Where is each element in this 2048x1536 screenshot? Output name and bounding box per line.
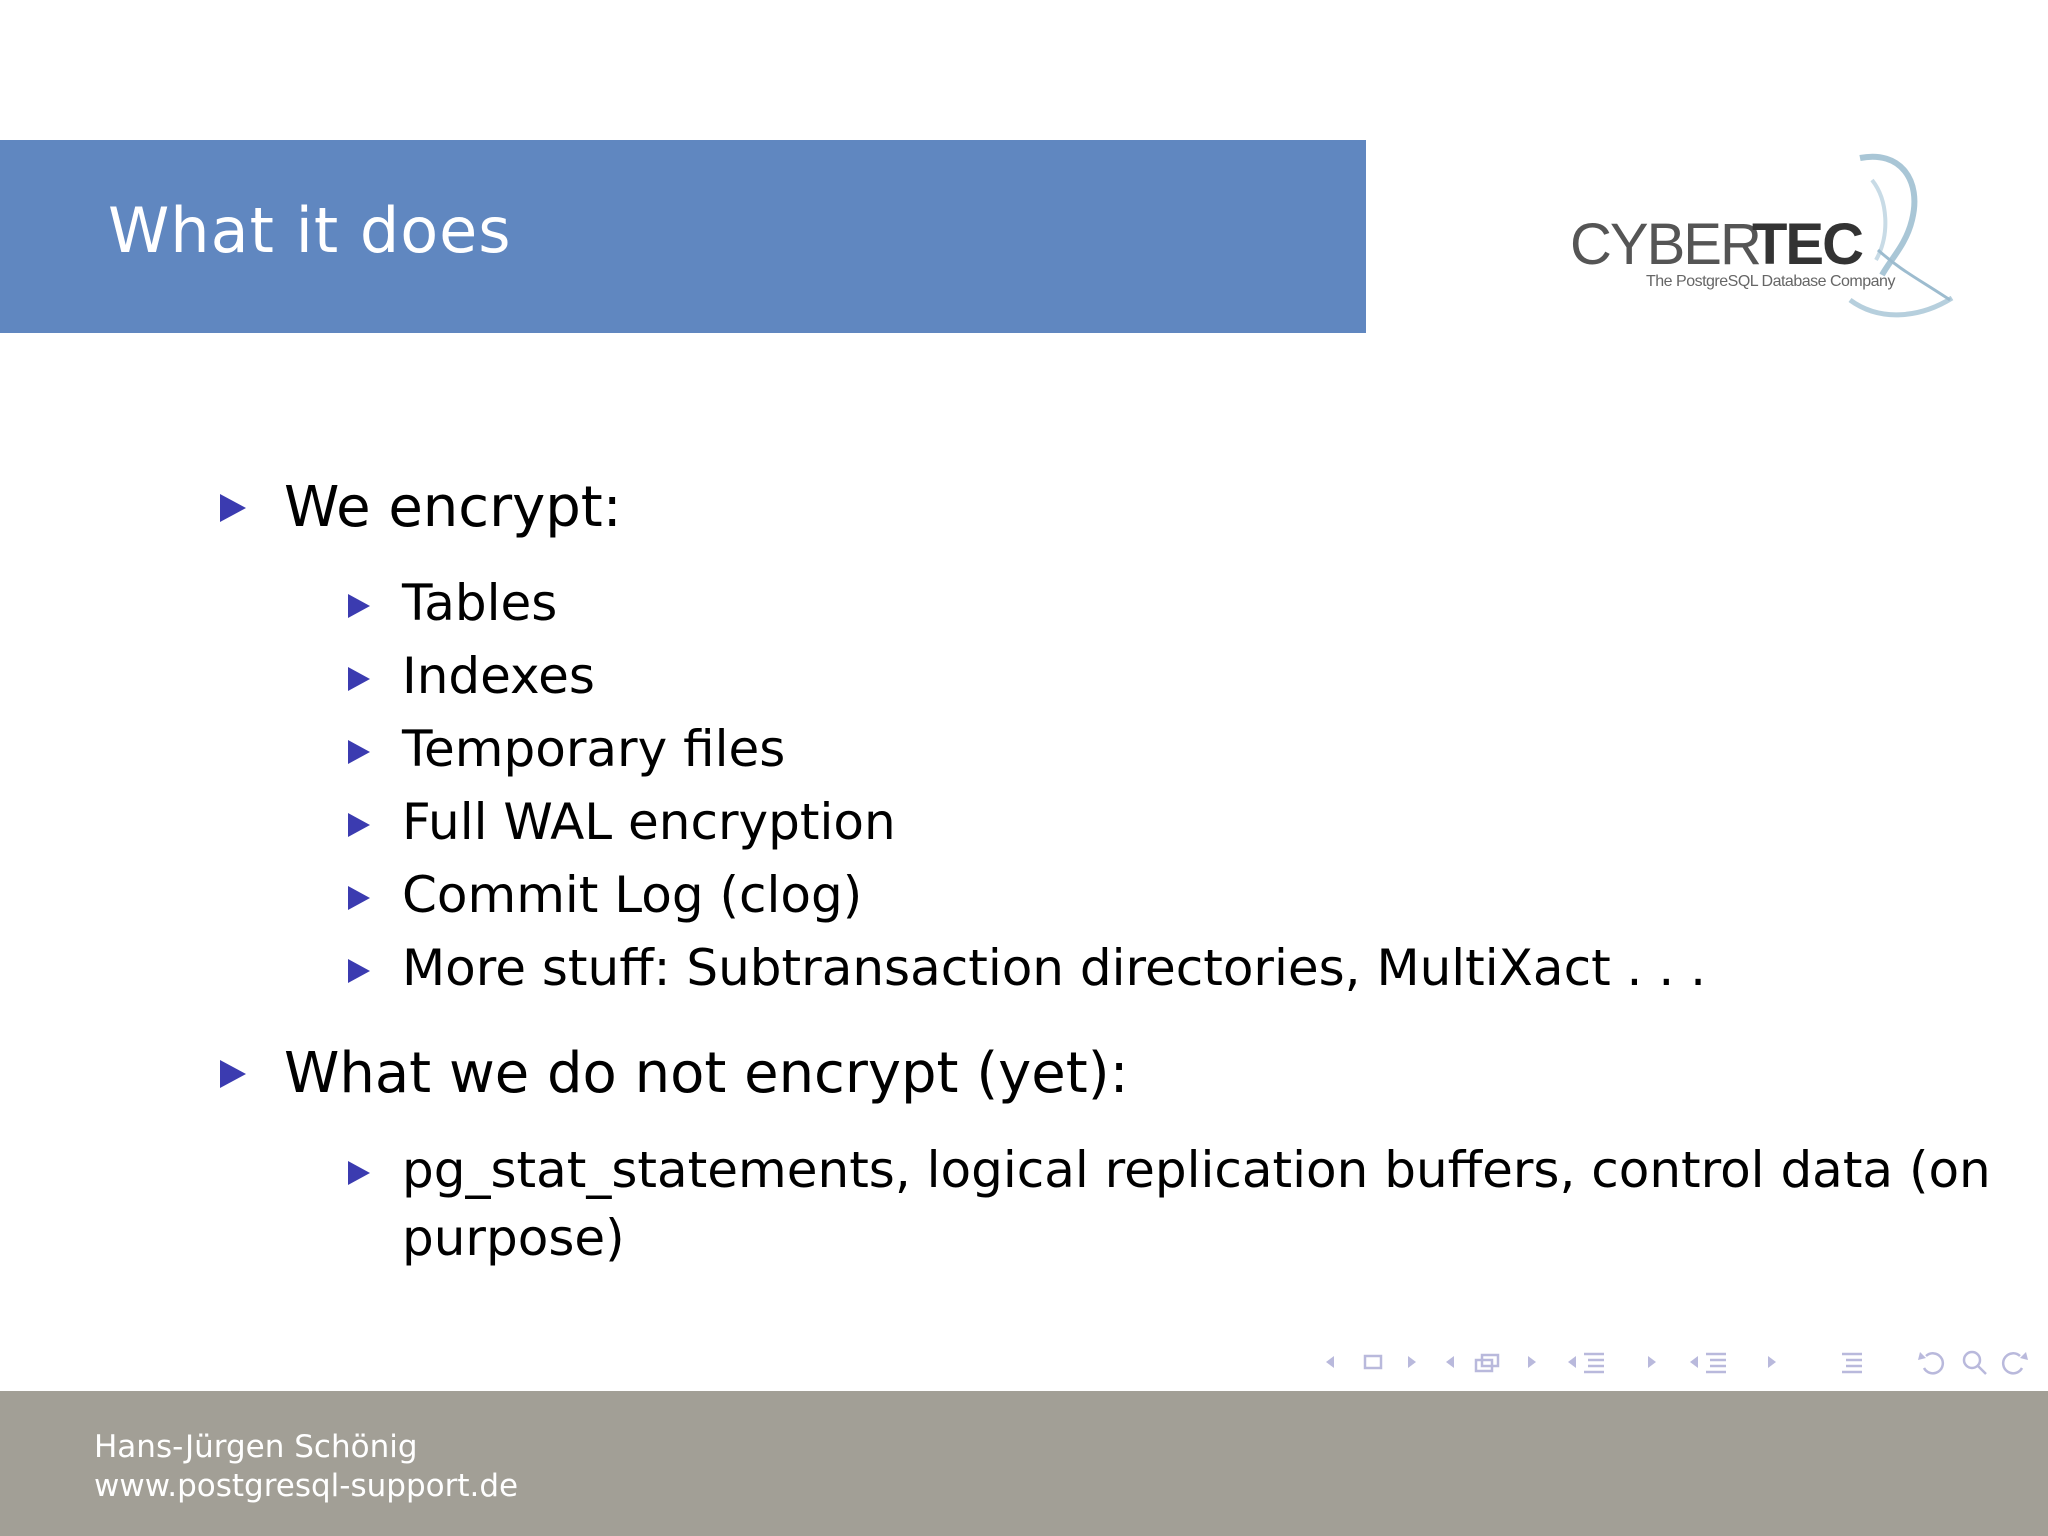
section-prev-icon[interactable] [1568, 1356, 1576, 1368]
bullet-text: We encrypt: [284, 475, 622, 540]
list-item [348, 716, 785, 784]
list-item [220, 474, 622, 541]
bullet-triangle-icon [220, 1060, 246, 1088]
bullet-text: Tables [402, 574, 558, 632]
section-icon[interactable] [1584, 1354, 1604, 1372]
bullet-triangle-icon [220, 494, 246, 522]
frame-icon[interactable] [1365, 1356, 1381, 1368]
back-icon[interactable] [1918, 1352, 1943, 1373]
list-item [348, 1137, 1991, 1272]
bullet-text: Commit Log (clog) [402, 866, 863, 924]
forward-icon[interactable] [2003, 1352, 2028, 1373]
bullet-text: Full WAL encryption [402, 793, 896, 851]
subsection-icon[interactable] [1476, 1355, 1498, 1371]
list-item [348, 789, 896, 857]
bullet-text-continuation: purpose) [402, 1208, 625, 1267]
frame-prev-icon[interactable] [1326, 1356, 1334, 1368]
frame-next-icon[interactable] [1408, 1356, 1416, 1368]
subsection-prev-icon[interactable] [1446, 1356, 1454, 1368]
bullet-text: What we do not encrypt (yet): [284, 1041, 1129, 1106]
subsection-next-icon[interactable] [1528, 1356, 1536, 1368]
outline-icon[interactable] [1706, 1354, 1726, 1372]
section-next-2-icon[interactable] [1768, 1356, 1776, 1368]
list-item [348, 570, 557, 638]
bullet-triangle-icon [348, 740, 370, 764]
logo-brand-part1: CYBER [1570, 212, 1760, 277]
bullet-triangle-icon [348, 959, 370, 983]
list-item [220, 1040, 1128, 1107]
slide-title: What it does [108, 194, 512, 267]
footer-url: www.postgresql-support.de [94, 1468, 519, 1504]
list-item [348, 935, 1706, 1003]
bullet-triangle-icon [348, 813, 370, 837]
logo-tagline: The PostgreSQL Database Company [1646, 273, 1895, 290]
bullet-text: Indexes [402, 647, 595, 705]
bullet-triangle-icon [348, 594, 370, 618]
bullet-triangle-icon [348, 886, 370, 910]
beamer-navigation [1322, 1342, 2032, 1382]
bullet-text: pg_stat_statements, logical replication buffers, control data (on [402, 1141, 1991, 1199]
search-icon[interactable] [1964, 1352, 1986, 1374]
footer [0, 1391, 2048, 1536]
section-prev-2-icon[interactable] [1690, 1356, 1698, 1368]
bullet-text: More stuff: Subtransaction directories, MultiXact . . . [402, 939, 1707, 997]
list-item [348, 643, 595, 711]
bullet-triangle-icon [348, 1161, 370, 1185]
logo-brand-part2: TEC [1752, 212, 1862, 277]
bullet-triangle-icon [348, 667, 370, 691]
section-next-icon[interactable] [1648, 1356, 1656, 1368]
bullet-text: Temporary files [402, 720, 786, 778]
footer-author: Hans-Jürgen Schönig [94, 1429, 418, 1465]
list-item [348, 862, 862, 930]
bullet-text-block [402, 1137, 1991, 1272]
appendix-icon[interactable] [1842, 1354, 1862, 1372]
